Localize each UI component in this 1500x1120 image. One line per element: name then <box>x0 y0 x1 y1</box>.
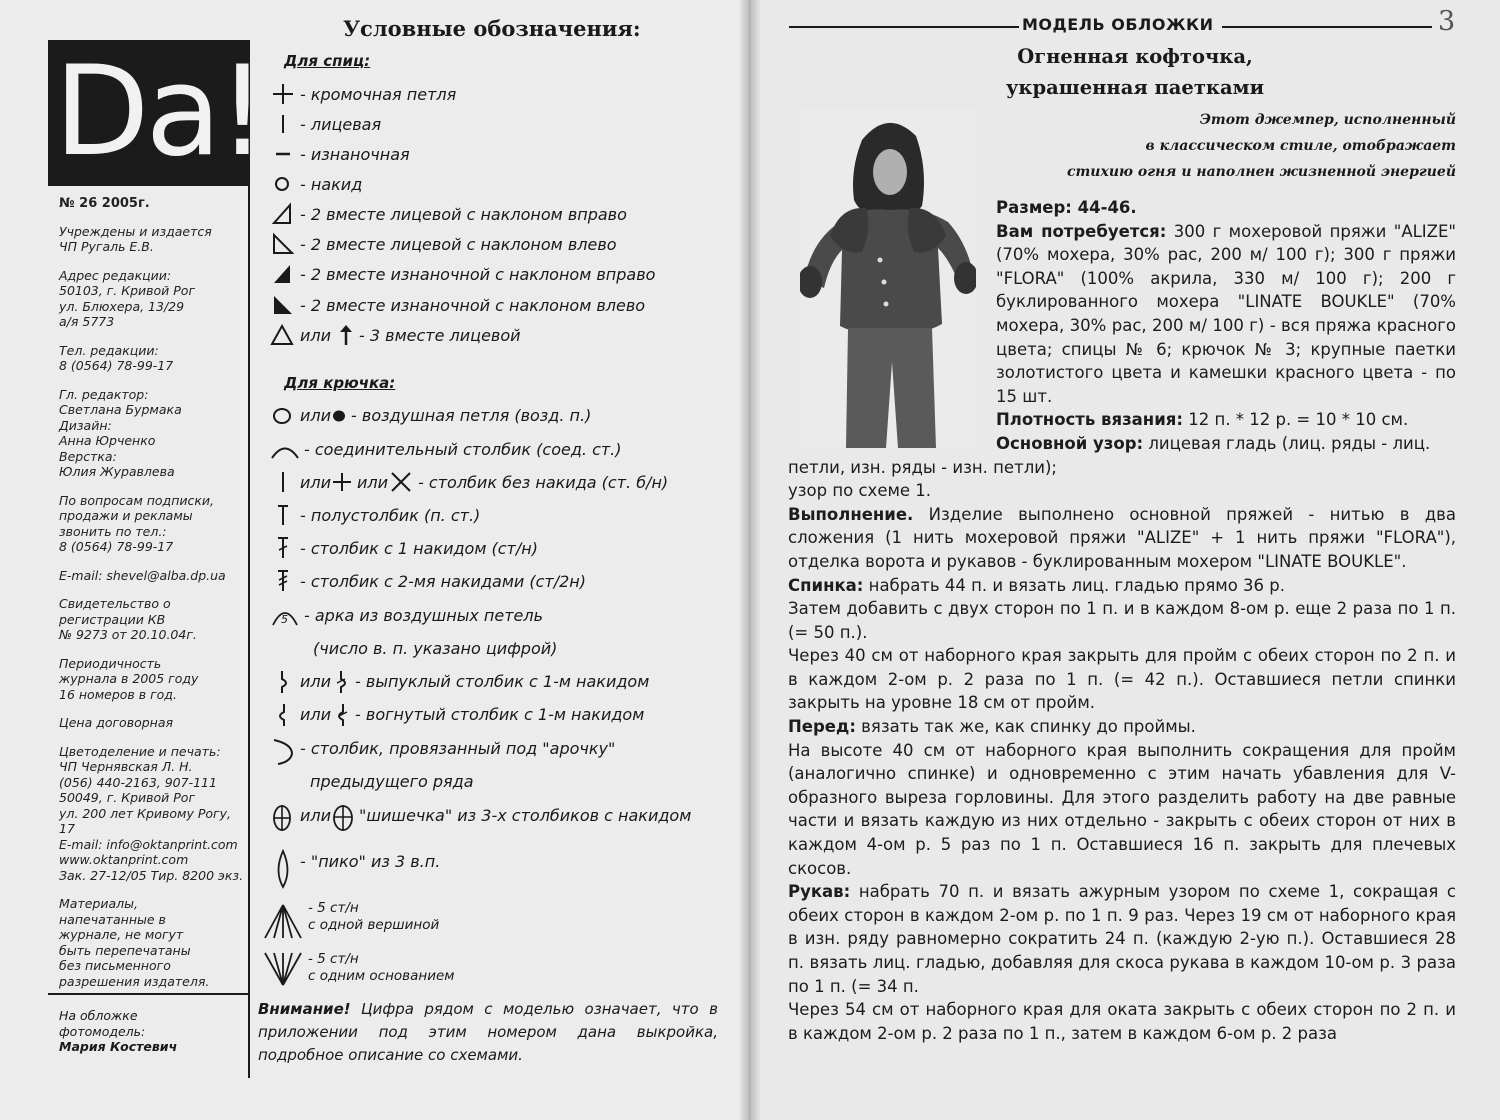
paragraph-back-armhole <box>788 644 1456 715</box>
materials-label: Вам потребуется: <box>996 221 1167 241</box>
legend-text: - лицевая <box>300 114 382 134</box>
paragraph-text: 300 г мохеровой пряжи "ALIZE" (70% мохера, 30% рас, 200 м/ 100 г); 300 г пряжи "FLORA" (100% акрила, 330 м/ 100 г); 200 г буклированного мохера "LINATE BOUKLE" (70% мохера, 30% рас, 200 м/ 100 г) - вся пряжа красного цвета; спицы № 6; крючок № 3; крупные паетки золотистого цвета и камешки красного цвета - по 15 шт. <box>996 221 1456 406</box>
page-number: 3 <box>1438 6 1456 37</box>
slip-stitch-icon <box>270 437 300 461</box>
legend-text: - "пико" из 3 в.п. <box>300 851 441 871</box>
legend-item <box>270 535 538 561</box>
paragraph-pattern <box>788 432 1456 456</box>
paragraph-text: На высоте 40 см от наборного края выполнить сокращения для пройм (аналогично спинке) и одновременно с этим начать убавления для V-образного выреза горловины. Для этого разделить работу на две равные части и вязать каждую из них отдельно - закрыть с обеих сторон от них в каждом 4-ом р. 5 раз по 1 п. Оставшиеся 16 п. закрыть для плечевых скосов. <box>788 740 1456 878</box>
legend-item <box>313 635 557 661</box>
legend-text: - столбик без накида (ст. б/н) <box>418 472 669 492</box>
bobble-icon <box>270 803 296 827</box>
attention-note <box>258 998 718 1067</box>
arch-stitch-icon <box>270 736 296 760</box>
legend-text: - арка из воздушных петель <box>304 605 544 625</box>
legend-text: или <box>300 671 332 691</box>
paragraph-execution <box>788 503 1456 574</box>
legend-text: - кромочная петля <box>300 84 457 104</box>
legend-item <box>270 171 362 197</box>
legend-text: (число в. п. указано цифрой) <box>313 638 558 658</box>
legend-item <box>270 231 617 257</box>
sleeve-label: Рукав: <box>788 882 851 902</box>
legend-text: предыдущего ряда <box>310 771 474 791</box>
legend-item <box>270 322 521 348</box>
imprint-printer: Цветоделение и печать: ЧП Чернявская Л. Н. (056) 440-2163, 907-111 50049, г. Кривой Рог ул. 200 лет Кривому Рогу, 17 E-mail: info@oktanprint.com www.oktanprint.com Зак. 27-12/05 Тир. 8200 экз. <box>59 743 244 883</box>
crochet-heading: Для крючка: <box>284 374 396 392</box>
legend-item <box>270 802 691 828</box>
paragraph-text: петли, изн. ряды - изн. петли); <box>788 457 1057 477</box>
legend-item <box>270 735 615 761</box>
paragraph-text: вязать так же, как спинку до проймы. <box>855 717 1196 737</box>
execution-label: Выполнение. <box>788 504 914 524</box>
logo-text: Da! <box>54 40 264 184</box>
legend-item <box>270 201 627 227</box>
imprint-staff: Гл. редактор: Светлана Бурмака Дизайн: Анна Юрченко Верстка: Юлия Журавлева <box>59 386 182 479</box>
legend-text: - 2 вместе лицевой с наклоном вправо <box>300 204 627 224</box>
cover-credit-label: На обложке фотомодель: <box>59 1008 146 1039</box>
paragraph-sleeve <box>788 880 1456 998</box>
legend-text: "шишечка" из 3-х столбиков с накидом <box>359 805 692 825</box>
double-crochet-icon <box>270 536 296 560</box>
back-label: Спинка: <box>788 575 864 595</box>
imprint-registration: Свидетельство о регистрации КВ № 9273 от 20.10.04г. <box>59 596 197 642</box>
legend-item <box>270 469 668 495</box>
paragraph-front-neck <box>788 739 1456 881</box>
legend-text: - воздушная петля (возд. п.) <box>351 405 592 425</box>
article-title: Огненная кофточка, украшенная паетками <box>1005 45 1265 99</box>
paragraph-back <box>788 574 1456 598</box>
paragraph-back-increase <box>788 597 1456 644</box>
attention-label: Внимание! <box>258 1000 351 1018</box>
legend-text: - столбик с 1 накидом (ст/н) <box>300 538 538 558</box>
paragraph-text: набрать 44 п. и вязать лиц. гладью прямо 36 р. <box>863 575 1286 595</box>
arrow-up-icon <box>337 323 355 347</box>
size-label: Размер: 44-46. <box>996 198 1137 217</box>
legend-item <box>310 768 474 794</box>
legend-text: или <box>300 472 332 492</box>
paragraph-pattern-cont <box>788 456 1456 480</box>
imprint-price: Цена договорная <box>59 715 174 730</box>
legend-text: - соединительный столбик (соед. ст.) <box>304 439 622 459</box>
book-gutter <box>740 0 760 1120</box>
paragraph-gauge <box>788 408 1456 432</box>
legend-item <box>270 701 644 727</box>
triangle-right-lean-icon <box>270 202 296 226</box>
knitting-heading: Для спиц: <box>284 52 371 70</box>
gauge-label: Плотность вязания: <box>996 410 1183 430</box>
paragraph-materials <box>788 220 1456 409</box>
half-double-icon <box>270 503 296 527</box>
imprint-frequency: Периодичность журнала в 2005 году 16 номеров в год. <box>59 655 199 702</box>
filled-triangle-right-icon <box>270 262 296 286</box>
chain-arch-icon <box>270 603 300 627</box>
section-rule-left <box>789 26 1019 28</box>
filled-dot-icon <box>331 403 347 427</box>
imprint-sidebar <box>59 196 247 1002</box>
paragraph-text: Изделие выполнено основной пряжей - нитью в два сложения (1 нить мохеровой пряжи "ALIZE" + 1 нить пряжи "FLORA"), отделка ворота и рукавов - буклированным мохером "LINATE BOUKLE". <box>788 504 1456 571</box>
paragraph-text: лицевая гладь (лиц. ряды - лиц. <box>1143 433 1431 453</box>
legend-text: - 2 вместе лицевой с наклоном влево <box>300 234 617 254</box>
legend-text: - накид <box>300 174 363 194</box>
back-post-alt-icon <box>331 702 351 726</box>
front-post-alt-icon <box>331 669 351 693</box>
attention-text: Цифра рядом с моделью означает, что в приложении под этим номером дана выкройка, подробное описание со схемами. <box>258 1000 718 1064</box>
paragraph-sleeve-cap <box>788 998 1456 1045</box>
imprint-publisher: Учреждены и издается ЧП Ругаль Е.В. <box>59 223 212 254</box>
chain-stitch-icon <box>270 403 296 427</box>
picot-icon <box>270 849 296 873</box>
plus-icon <box>331 470 353 494</box>
sidebar-divider <box>248 186 250 1078</box>
front-label: Перед: <box>788 717 856 737</box>
bobble-alt-icon <box>331 803 355 827</box>
imprint-subscription: По вопросам подписки, продажи и рекламы звонить по тел.: 8 (0564) 78-99-17 <box>59 492 215 554</box>
section-label: МОДЕЛЬ ОБЛОЖКИ <box>1022 15 1214 34</box>
legend-text: - выпуклый столбик с 1-м накидом <box>355 671 650 691</box>
legend-text: или <box>300 405 332 425</box>
legend-text: или <box>300 805 332 825</box>
imprint-address: Адрес редакции: 50103, г. Кривой Рог ул. Блюхера, 13/29 а/я 5773 <box>59 267 196 329</box>
circle-icon <box>270 172 296 196</box>
legend-text: - полустолбик (п. ст.) <box>300 505 481 525</box>
x-cross-icon <box>388 470 414 494</box>
paragraph-text: Через 40 см от наборного края закрыть для пройм с обеих сторон по 2 п. и в каждом 2-ом р. 2 раза по 1 п. (= 42 п.). Оставшиеся петли спинки закрыть на уровне 18 см от пройм. <box>788 646 1456 713</box>
single-crochet-icon <box>270 470 296 494</box>
legend-item <box>270 261 655 287</box>
section-rule-right <box>1222 26 1432 28</box>
legend-text: - 2 вместе изнаночной с наклоном вправо <box>300 264 656 284</box>
cover-credit <box>59 1008 244 1055</box>
legend-text: или <box>300 704 332 724</box>
cover-model-name: Мария Костевич <box>59 1039 178 1054</box>
legend-text: - вогнутый столбик с 1-м накидом <box>355 704 645 724</box>
legend-text: - 2 вместе изнаночной с наклоном влево <box>300 295 646 315</box>
treble-crochet-icon <box>270 569 296 593</box>
legend-text: - столбик, провязанный под "арочку" <box>300 738 616 758</box>
legend-item <box>270 848 440 874</box>
paragraph-text: Затем добавить с двух сторон по 1 п. и в каждом 8-ом р. еще 2 раза по 1 п. (= 50 п.). <box>788 599 1456 642</box>
paragraph-text: 12 п. * 12 р. = 10 * 10 см. <box>1182 410 1409 430</box>
paragraph-text: Через 54 см от наборного края для оката закрыть с обеих сторон по 2 п. и в каждом 2-ом р. 2 раза по 1 п., затем в каждом 6-ом р. 2 раза <box>788 1000 1456 1043</box>
legend-item <box>270 502 480 528</box>
legend-text: - изнаночная <box>300 144 410 164</box>
front-post-icon <box>270 669 296 693</box>
legend-item <box>270 568 586 594</box>
legend-item <box>270 81 456 107</box>
imprint-email: E-mail: shevel@alba.dp.ua <box>59 567 226 583</box>
triangle-left-lean-icon <box>270 232 296 256</box>
imprint-copyright: Материалы, напечатанные в журнале, не могут быть перепечатаны без письменного разрешения издателя. <box>59 896 210 989</box>
fan-base-icon <box>263 950 303 992</box>
legend-item <box>270 111 381 137</box>
left-page <box>0 0 748 1120</box>
legend-item <box>270 292 645 318</box>
article-intro: Этот джемпер, исполненный в классическом стиле, отображает стихию огня и наполнен жизненной энергией <box>1066 112 1456 180</box>
fan-top-icon <box>263 902 303 944</box>
back-post-icon <box>270 702 296 726</box>
dash-icon <box>270 142 296 166</box>
paragraph-size <box>788 196 1456 220</box>
cross-icon <box>270 82 296 106</box>
fan-top-text: - 5 ст/н с одной вершиной <box>308 900 440 933</box>
article-body <box>788 196 1456 1045</box>
legend-text: - 3 вместе лицевой <box>359 325 521 345</box>
pattern-label: Основной узор: <box>996 433 1144 453</box>
legend-item <box>270 402 591 428</box>
legend-text: или <box>357 472 389 492</box>
legend-text: - столбик с 2-мя накидами (ст/2н) <box>300 571 587 591</box>
filled-triangle-left-icon <box>270 293 296 317</box>
magazine-logo <box>48 40 264 186</box>
issue-number: № 26 2005г. <box>59 196 150 211</box>
legend-item <box>270 602 543 628</box>
paragraph-pattern-scheme <box>788 479 1456 503</box>
triangle-icon <box>270 323 296 347</box>
legend-text: или <box>300 325 332 345</box>
paragraph-text: узор по схеме 1. <box>788 481 932 501</box>
arch-count: 5 <box>281 613 288 626</box>
fan-base-text: - 5 ст/н с одним основанием <box>308 951 455 984</box>
legend-title: Условные обозначения: <box>343 16 641 41</box>
vertical-bar-icon <box>270 112 296 136</box>
legend-item <box>270 436 622 462</box>
legend-item <box>270 668 649 694</box>
paragraph-text: набрать 70 п. и вязать ажурным узором по схеме 1, сокращая с обеих сторон в каждом 2-ом р. по 1 п. 9 раз. Через 19 см от наборного края в изн. ряду равномерно сократить 24 п. (каждую 2-ую п.). Оставшиеся 28 п. вязать лиц. гладью, добавляя для скоса рукава в каждом 10-ом р. 3 раза по 1 п. (= 34 п. <box>788 882 1456 996</box>
imprint-phone: Тел. редакции: 8 (0564) 78-99-17 <box>59 342 174 373</box>
legend-item <box>270 141 410 167</box>
paragraph-front <box>788 715 1456 739</box>
